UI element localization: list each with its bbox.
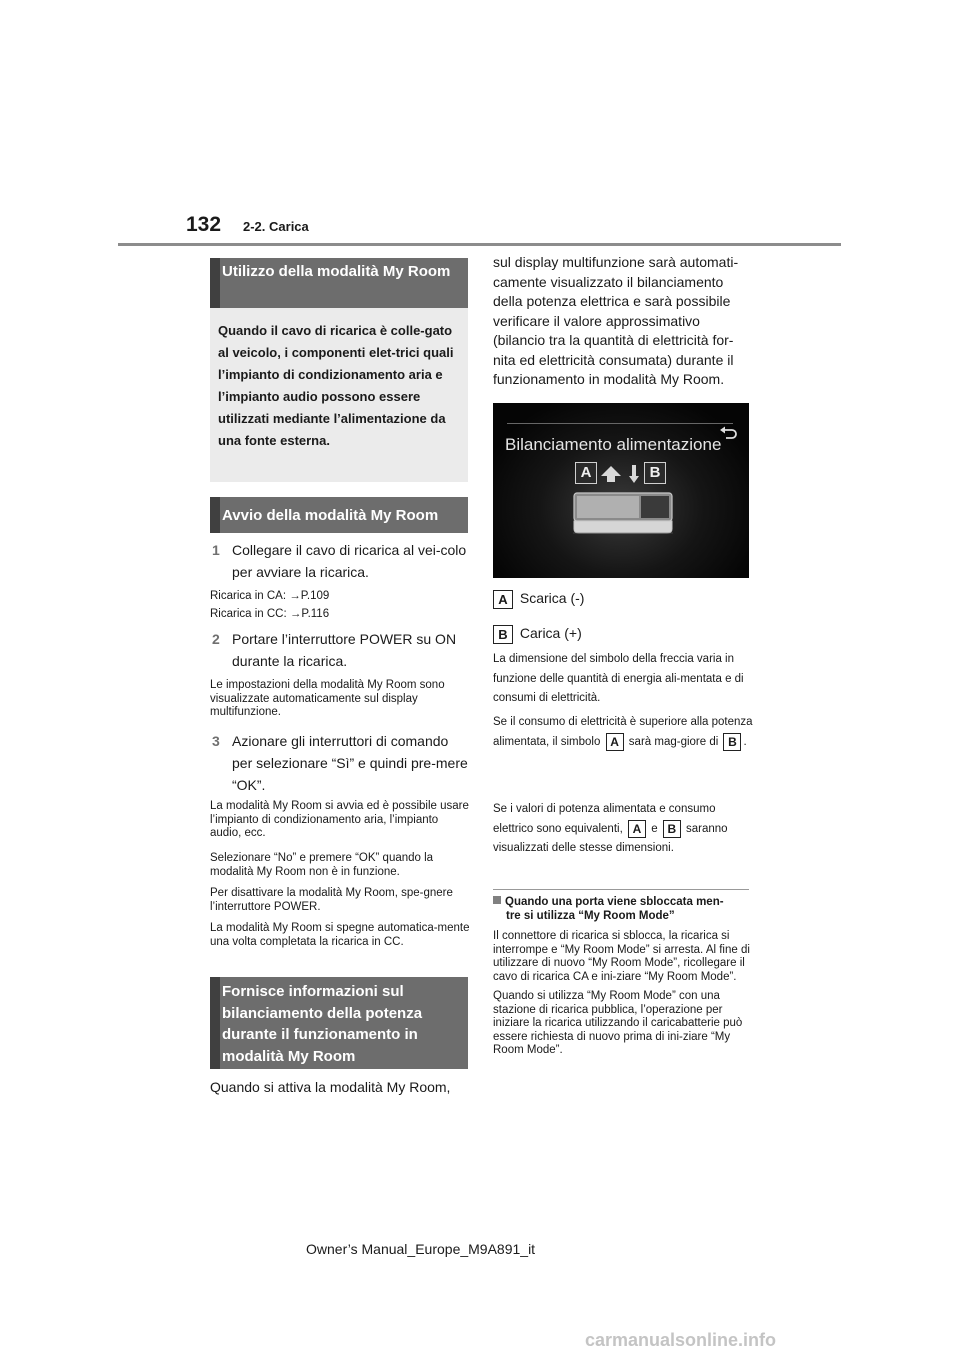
step-3-number: 3 xyxy=(212,733,220,749)
back-arrow-icon[interactable] xyxy=(717,423,739,445)
step-3-note-1: La modalità My Room si avvia ed è possibile usare l’impianto di condizionamento aria, l’impianto audio, ecc. xyxy=(210,800,469,839)
para2-middle: sarà mag-giore di xyxy=(628,735,719,748)
consumption-greater-paragraph xyxy=(493,713,753,752)
step-3-note-4: La modalità My Room si spegne automatica-mente una volta completata la ricarica in CC. xyxy=(210,922,470,948)
note-paragraph-2: Quando si utilizza “My Room Mode” con una stazione di ricarica pubblica, l’operazione per iniziare la ricarica utilizzando il caricabatterie può essere richiesta di nuovo prima di ini-ziare “My Room Mode”. xyxy=(493,990,743,1056)
note-divider xyxy=(493,889,749,890)
note-heading xyxy=(493,895,753,923)
legend-a-label: Scarica (-) xyxy=(519,590,585,606)
arrow-size-paragraph: La dimensione del simbolo della freccia varia in funzione delle quantità di energia ali-mentata e di consumi di elettricità. xyxy=(493,653,744,704)
note-body xyxy=(493,930,753,1064)
legend-b-label: Carica (+) xyxy=(519,625,582,641)
step-3-note-2: Selezionare “No” e premere “OK” quando la modalità My Room non è in funzione. xyxy=(210,852,434,878)
step-2-text: Portare l’interruttore POWER su ON durante la ricarica. xyxy=(232,631,457,669)
step-3 xyxy=(212,730,468,796)
note-heading-line1: Quando una porta viene sbloccata men- xyxy=(505,896,724,908)
heading-3-text: Fornisce informazioni sul bilanciamento della potenza durante il funzionamento in modalità My Room xyxy=(222,983,423,1065)
heading-2-text: Avvio della modalità My Room xyxy=(222,507,439,524)
para2-key-a: A xyxy=(606,733,624,751)
heading-1-text: Utilizzo della modalità My Room xyxy=(222,263,451,280)
para2-key-b: B xyxy=(723,733,741,751)
equal-values-paragraph xyxy=(493,800,753,859)
display-screenshot xyxy=(493,403,749,578)
step-2 xyxy=(212,628,468,672)
header-rule xyxy=(118,243,841,246)
screen-badge-a: A xyxy=(575,462,597,484)
para2-after: . xyxy=(743,735,747,748)
charge-arrow-icon xyxy=(628,464,640,484)
screen-badge-b: B xyxy=(644,462,666,484)
step-2-note: Le impostazioni della modalità My Room sono visualizzate automaticamente sul display multifunzione. xyxy=(210,679,445,718)
step-1-text: Collegare il cavo di ricarica al vei-colo per avviare la ricarica. xyxy=(232,542,467,580)
watermark: carmanualsonline.info xyxy=(585,1330,777,1350)
battery-icon xyxy=(573,491,673,535)
step-2-number: 2 xyxy=(212,631,220,647)
screen-divider xyxy=(507,423,733,424)
step-1-number: 1 xyxy=(212,542,220,558)
heading-power-balance xyxy=(210,977,468,1069)
heading-my-room-usage xyxy=(210,258,468,308)
legend-b-key: B xyxy=(493,625,513,644)
discharge-arrow-icon xyxy=(600,464,622,484)
step-1 xyxy=(212,539,468,583)
para2-before: Se il consumo di elettricità è superiore alla potenza alimentata, il simbolo xyxy=(493,716,753,748)
col1-bottom-text: Quando si attiva la modalità My Room, xyxy=(210,1079,451,1095)
legend-b xyxy=(493,623,582,644)
screen-title: Bilanciamento alimentazione xyxy=(505,435,722,454)
step-3-note-3: Per disattivare la modalità My Room, spe-gnere l’interruttore POWER. xyxy=(210,887,453,913)
heading-my-room-start xyxy=(210,497,468,533)
step-1-note-ac: Ricarica in CA: →P.109 xyxy=(210,590,330,602)
footer-manual-name: Owner’s Manual_Europe_M9A891_it xyxy=(306,1241,536,1257)
section-label: 2-2. Carica xyxy=(243,219,309,234)
step-1-note-dc: Ricarica in CC: →P.116 xyxy=(210,608,330,620)
step-3-text: Azionare gli interruttori di comando per selezionare “Sì” e quindi pre-mere “OK”. xyxy=(232,733,468,793)
para3-key-a: A xyxy=(628,820,646,838)
legend-a-key: A xyxy=(493,590,513,609)
note-square-icon xyxy=(493,896,501,904)
note-paragraph-1: Il connettore di ricarica si sblocca, la ricarica si interrompe e “My Room Mode” si arresta. Al fine di utilizzare di nuovo “My Room Mode”, ricollegare il cavo di ricarica CA e ini-ziare “My Room Mode”. xyxy=(493,930,750,983)
para3-key-b: B xyxy=(663,820,681,838)
para3-before: Se i valori di potenza alimentata e consumo elettrico sono equivalenti, xyxy=(493,803,716,835)
note-heading-line2: tre si utilizza “My Room Mode” xyxy=(506,910,675,922)
intro-box xyxy=(210,308,468,482)
col2-top-text: sul display multifunzione sarà automati-camente visualizzato il bilanciamento della potenza elettrica e sarà possibile verificare il valore approssimativo (bilancio tra la quantità di elettricità for-nita ed elettricità consumata) durante il funzionamento in modalità My Room. xyxy=(493,254,739,387)
para3-and: e xyxy=(651,822,658,835)
para3-after: saranno visualizzati delle stesse dimensioni. xyxy=(493,822,728,855)
intro-text: Quando il cavo di ricarica è colle-gato al veicolo, i componenti elet-trici quali l’impianto di condizionamento aria e l’impianto audio possono essere utilizzati mediante l’alimentazione da una fonte esterna. xyxy=(218,323,454,448)
legend-a xyxy=(493,588,584,609)
page-number: 132 xyxy=(186,213,222,236)
